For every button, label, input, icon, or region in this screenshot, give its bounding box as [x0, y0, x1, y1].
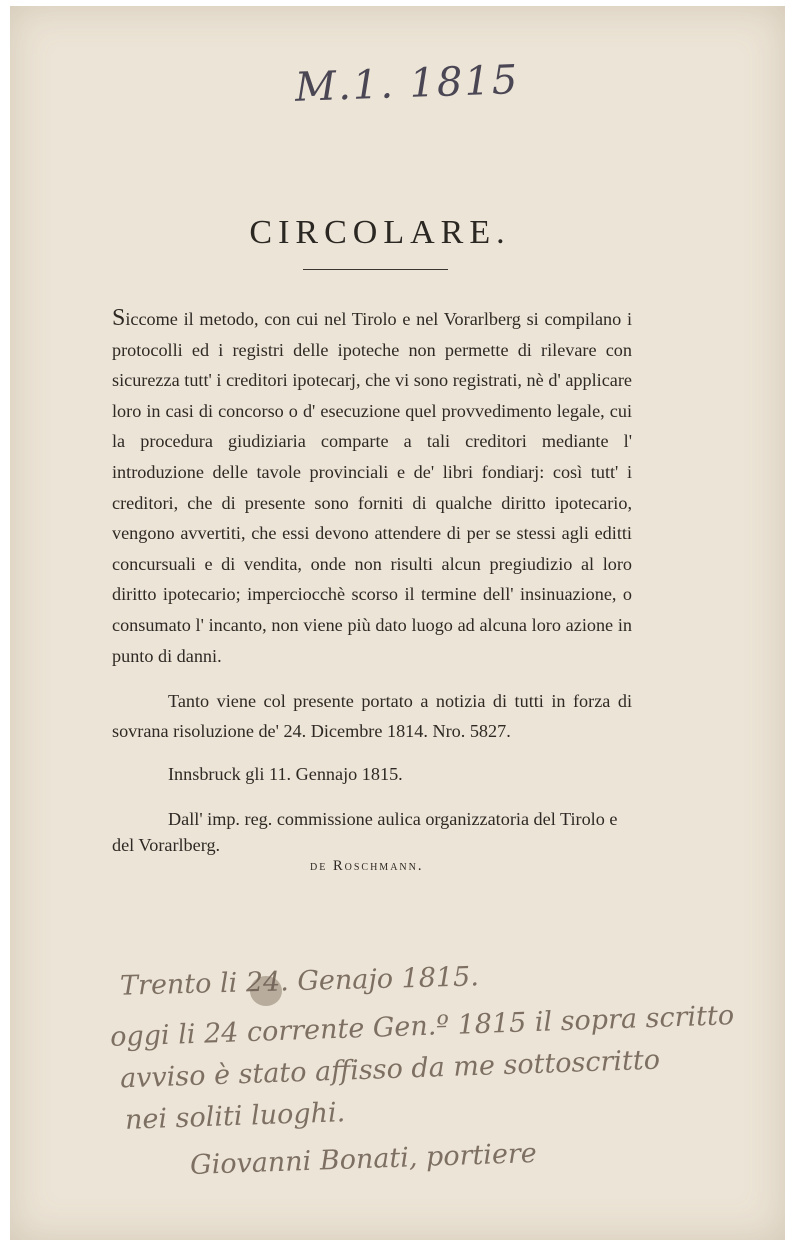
- drop-cap: S: [112, 305, 126, 331]
- handwritten-line: avviso è stato affisso da me sottoscritto: [119, 1044, 661, 1095]
- document-title: CIRCOLARE.: [249, 214, 511, 251]
- title-divider: [303, 269, 448, 270]
- main-paragraph-text: iccome il metodo, con cui nel Tirolo e nel Vorarlberg si compilano i protocolli ed i registri delle ipoteche non permette di rilevare con sicurezza tutt' i creditori ipotecarj, che vi sono registrati, nè d' applicare loro in casi di concorso o d' esecuzione quel provvedimento legale, cui la procedura giudiziaria comparte a tali creditori mediante l' introduzione delle tavole provinciali e de' libri fondiarj: così tutt' i creditori, che di presente sono forniti di qualche diritto ipotecario, vengono avvertiti, che essi devono attendere di per se stessi agli editti concursuali e di vendita, onde non risulti alcun pregiudizio al loro diritto ipotecario; imperciocchè scorso il termine dell' insinuazione, o consumato l' incanto, non viene più dato luogo ad alcuna loro azione in punto di danni.: [112, 309, 632, 666]
- handwritten-line: Trento li 24. Genajo 1815.: [119, 961, 480, 1002]
- handwritten-line: oggi li 24 corrente Gen.º 1815 il sopra scritto: [109, 1000, 735, 1053]
- main-paragraph: [112, 303, 632, 671]
- notice-paragraph: Tanto viene col presente portato a notizia di tutti in forza di sovrana risoluzione de' 24. Dicembre 1814. Nro. 5827.: [112, 691, 632, 741]
- handwritten-line: nei soliti luoghi.: [124, 1097, 346, 1136]
- dateline: Innsbruck gli 11. Gennajo 1815.: [168, 764, 403, 784]
- signature: de Roschmann.: [310, 858, 424, 874]
- handwritten-line: Giovanni Bonati, portiere: [189, 1137, 538, 1182]
- archive-mark: M.1. 1815: [294, 57, 521, 111]
- issuer-line: Dall' imp. reg. commissione aulica organizzatoria del Tirolo e del Vorarlberg.: [112, 809, 618, 855]
- document-sheet: [10, 6, 785, 1240]
